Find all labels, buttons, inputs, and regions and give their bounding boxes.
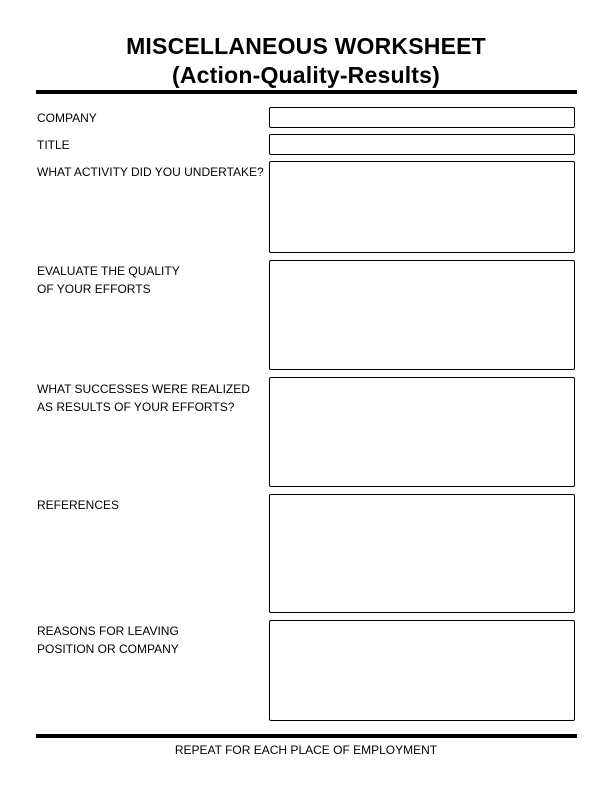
company-label: COMPANY — [37, 111, 97, 125]
header-divider — [36, 90, 577, 94]
results-label: WHAT SUCCESSES WERE REALIZED AS RESULTS OF YOUR EFFORTS? — [37, 382, 250, 414]
company-field[interactable] — [269, 107, 575, 128]
footer-divider — [36, 734, 577, 738]
page-title: MISCELLANEOUS WORKSHEET — [126, 33, 486, 59]
quality-label: EVALUATE THE QUALITY OF YOUR EFFORTS — [37, 264, 180, 296]
footer-note: REPEAT FOR EACH PLACE OF EMPLOYMENT — [174, 743, 438, 757]
activity-label: WHAT ACTIVITY DID YOU UNDERTAKE? — [37, 165, 264, 179]
activity-field[interactable] — [269, 161, 575, 253]
leaving-reasons-label: REASONS FOR LEAVING POSITION OR COMPANY — [37, 624, 179, 656]
title-label: TITLE — [37, 138, 70, 152]
leaving-reasons-field[interactable] — [269, 620, 575, 721]
page-subtitle: (Action-Quality-Results) — [171, 62, 441, 88]
references-field[interactable] — [269, 494, 575, 613]
results-field[interactable] — [269, 377, 575, 487]
references-label: REFERENCES — [37, 498, 120, 512]
title-field[interactable] — [269, 134, 575, 155]
quality-field[interactable] — [269, 260, 575, 370]
